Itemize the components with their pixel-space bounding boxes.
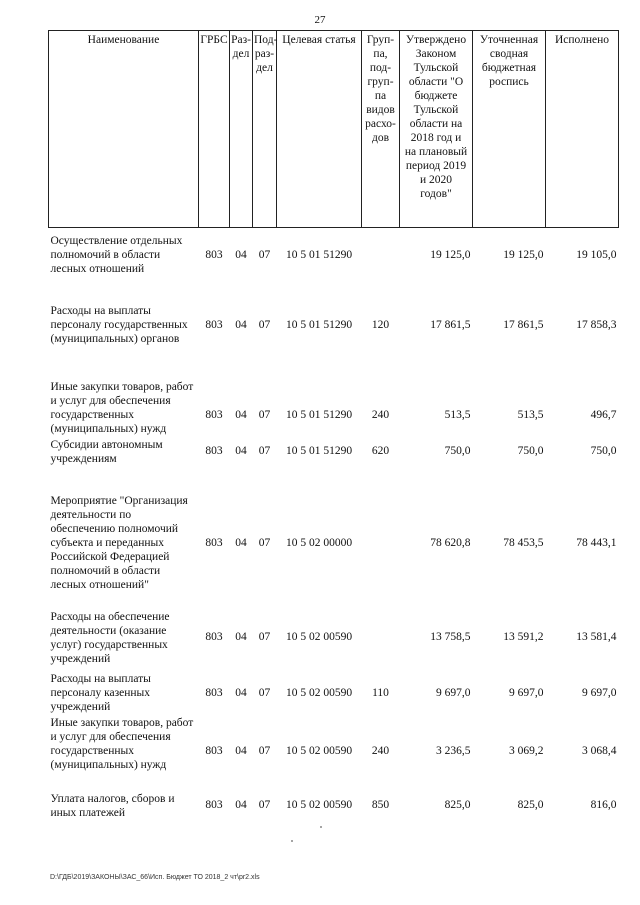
row-approved: 78 620,8 [430,536,471,549]
row-refined: 3 069,2 [509,744,544,757]
row-expense-group: 110 [372,686,389,699]
row-expense-group [362,228,400,290]
row-name: Осуществление отдельных полномочий в области лесных отношений [50,235,183,275]
row-name: Уплата налогов, сборов и иных платежей [50,792,175,819]
row-expense-group: 240 [371,744,390,757]
row-refined: 750,0 [517,444,544,457]
scan-speck [291,840,293,842]
row-name: Иные закупки товаров, работ и услуг для обеспечения государственных (муниципальных) нужд [50,380,194,435]
page-number: 27 [314,14,326,26]
row-expense-group [362,482,400,602]
row-grbs: 803 [205,536,223,549]
row-refined: 78 453,5 [503,536,544,549]
header-name: Наименование [49,31,199,228]
row-grbs: 803 [205,444,223,457]
budget-table [48,30,619,826]
row-grbs: 803 [205,318,223,331]
row-expense-group: 850 [371,798,390,811]
row-razdel: 04 [235,798,247,811]
row-name: Иные закупки товаров, работ и услуг для обеспечения государственных (муниципальных) нужд [50,716,194,771]
row-executed: 9 697,0 [582,686,617,699]
row-executed: 19 105,0 [576,249,617,261]
row-expense-group: 240 [371,408,390,421]
row-target-article: 10 5 02 00590 [285,798,353,811]
row-refined: 19 125,0 [503,249,544,261]
row-executed: 17 858,3 [576,318,617,331]
table-row [49,290,619,360]
table-header-row [49,31,619,228]
row-grbs: 803 [205,408,223,421]
row-expense-group [362,602,400,672]
row-executed: 78 443,1 [576,536,617,549]
row-grbs: 803 [205,630,223,643]
row-podrazdel: 07 [258,408,271,421]
row-executed: 816,0 [590,798,617,811]
row-target-article: 10 5 01 51290 [285,249,353,261]
row-executed: 13 581,4 [576,630,617,643]
file-path-footer: D:\ГДБ\2019\ЗАКОНЫ\ЗАС_66\Исп. Бюджет ТО 2018_2 чт\pr2.xls [50,874,260,881]
row-approved: 17 861,5 [430,318,471,331]
row-podrazdel: 07 [258,318,271,331]
row-approved: 19 125,0 [430,249,471,261]
row-grbs: 803 [205,686,223,699]
row-podrazdel: 07 [258,444,271,457]
scan-speck [320,826,322,828]
row-approved: 825,0 [444,798,471,811]
row-razdel: 04 [235,630,247,643]
table-row [49,482,619,602]
row-podrazdel: 07 [258,536,271,549]
row-target-article: 10 5 01 51290 [285,318,353,331]
row-executed: 496,7 [590,408,617,421]
row-name: Мероприятие "Организация деятельности по обеспечению полномочий субъекта и переданных Российской Федерацией полномочий в области лесных отношений" [50,494,188,591]
row-podrazdel: 07 [258,249,271,261]
table-row [49,228,619,290]
row-target-article: 10 5 02 00590 [285,744,353,757]
row-grbs: 803 [205,249,223,261]
row-razdel: 04 [235,249,247,261]
row-razdel: 04 [235,408,247,421]
row-razdel: 04 [235,536,247,549]
row-approved: 750,0 [444,444,471,457]
row-refined: 13 591,2 [503,630,544,643]
header-razdel: Раз- дел [230,31,253,228]
row-podrazdel: 07 [258,798,271,811]
row-podrazdel: 07 [258,686,271,699]
header-refined: Уточненная сводная бюджетная роспись [473,31,546,228]
row-target-article: 10 5 01 51290 [285,408,353,421]
header-executed: Исполнено [546,31,619,228]
row-refined: 513,5 [517,408,544,421]
row-approved: 513,5 [444,408,471,421]
row-grbs: 803 [205,798,223,811]
row-target-article: 10 5 01 51290 [285,444,353,457]
row-expense-group: 620 [371,444,390,457]
row-razdel: 04 [235,444,247,457]
row-refined: 9 697,0 [509,686,544,699]
row-approved: 3 236,5 [436,744,471,757]
row-executed: 3 068,4 [582,744,617,757]
row-name: Расходы на выплаты персоналу казенных учреждений [50,672,151,713]
row-grbs: 803 [205,744,223,757]
table-row [49,672,619,716]
row-refined: 825,0 [517,798,544,811]
row-target-article: 10 5 02 00000 [285,536,353,549]
row-refined: 17 861,5 [503,318,544,331]
table-row [49,792,619,826]
table-row [49,602,619,672]
row-name: Расходы на выплаты персоналу государственных (муниципальных) органов [50,304,188,345]
row-target-article: 10 5 02 00590 [285,686,353,699]
header-expense-group: Груп- па, под- груп- па видов расхо- дов [362,31,400,228]
header-podrazdel: Под- раз- дел [253,31,277,228]
row-podrazdel: 07 [258,630,271,643]
row-approved: 9 697,0 [436,686,471,699]
header-target-article: Целевая статья [277,31,362,228]
row-approved: 13 758,5 [430,630,471,643]
row-razdel: 04 [235,744,247,757]
table-row [49,360,619,438]
header-grbs: ГРБС [199,31,230,228]
row-razdel: 04 [235,318,247,331]
row-podrazdel: 07 [258,744,271,757]
table-row [49,438,619,482]
row-name: Расходы на обеспечение деятельности (оказание услуг) государственных учреждений [50,610,170,665]
row-razdel: 04 [235,686,247,699]
row-expense-group: 120 [371,318,390,331]
table-row [49,716,619,792]
header-approved: Утверждено Законом Тульской области "О бюджете Тульской области на 2018 год и на плановый период 2019 и 2020 годов" [400,31,473,228]
row-name: Субсидии автономным учреждениям [50,438,163,465]
row-target-article: 10 5 02 00590 [285,630,353,643]
row-executed: 750,0 [590,444,617,457]
